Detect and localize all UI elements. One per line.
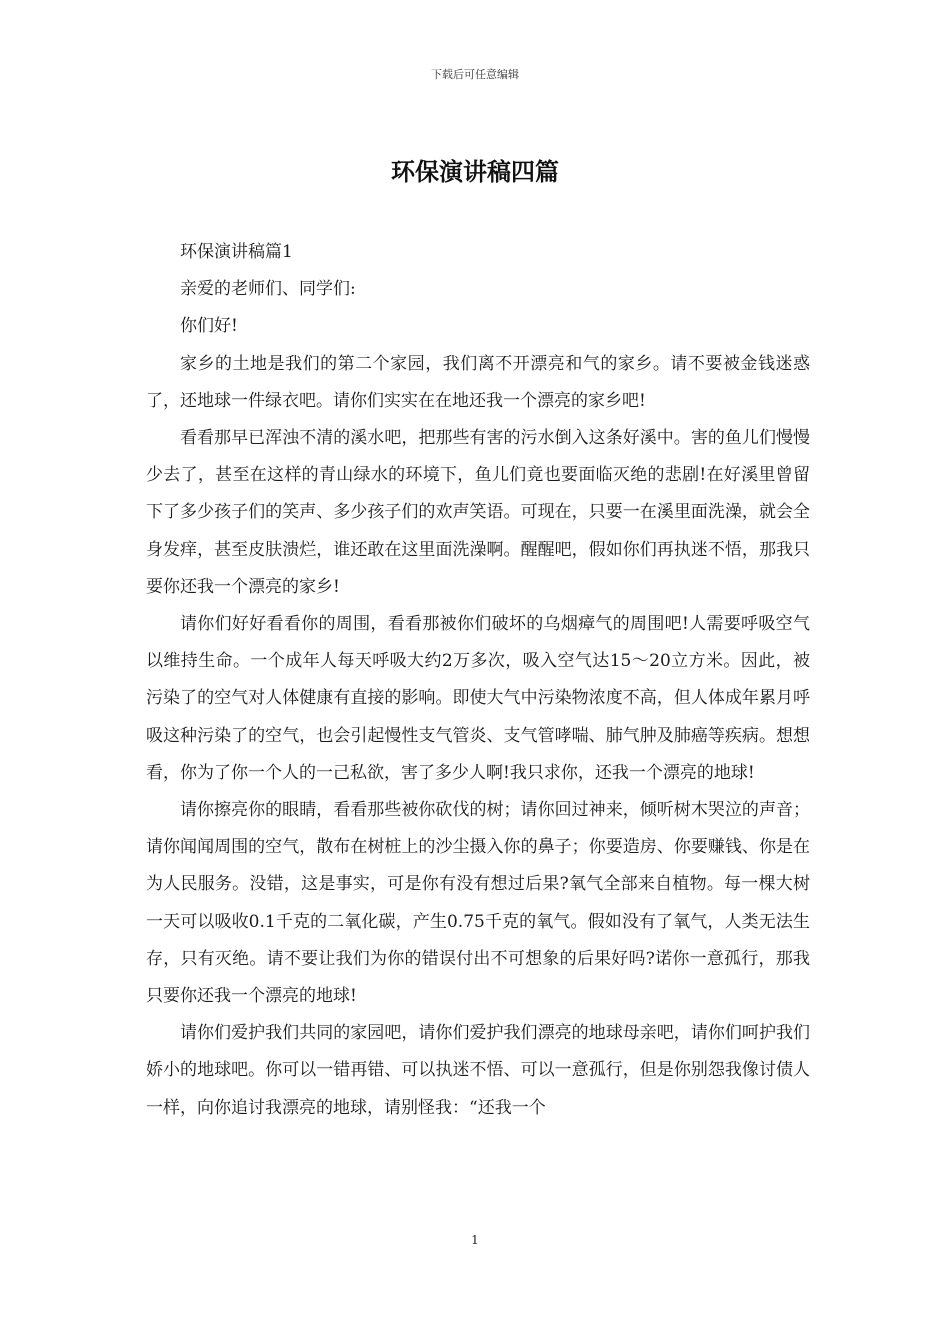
page-number: 1 <box>471 1233 479 1247</box>
paragraph: 请你们好好看看你的周围，看看那被你们破坏的乌烟瘴气的周围吧!人需要呼吸空气以维持生命。一个成年人每天呼吸大约2万多次，吸入空气达15～20立方米。因此，被污染了的空气对人体健康有直接的影响。即使大气中污染物浓度不高，但人体成年累月呼吸这种污染了的空气，也会引起慢性支气管炎、支气管哮喘、肺气肿及肺癌等疾病。想想看，你为了你一个人的一己私欲，害了多少人啊!我只求你，还我一个漂亮的地球! <box>146 614 810 783</box>
document-title: 环保演讲稿四篇 <box>391 157 559 186</box>
paragraph: 请你们爱护我们共同的家园吧，请你们爱护我们漂亮的地球母亲吧，请你们呵护我们娇小的地球吧。你可以一错再错、可以执迷不悟、可以一意孤行，但是你别怨我像讨债人一样，向你追讨我漂亮的地球，请别怪我：“还我一个 <box>146 1023 810 1118</box>
section-heading: 环保演讲稿篇1 <box>180 242 293 262</box>
salutation: 亲爱的老师们、同学们: <box>180 279 356 300</box>
paragraph: 看看那早已浑浊不清的溪水吧，把那些有害的污水倒入这条好溪中。害的鱼儿们慢慢少去了，甚至在这样的青山绿水的环境下，鱼儿们竟也要面临灭绝的悲剧!在好溪里曾留下了多少孩子们的笑声、多少孩子们的欢声笑语。可现在，只要一在溪里面洗澡，就会全身发痒，甚至皮肤溃烂，谁还敢在这里面洗澡啊。醒醒吧，假如你们再执迷不悟，那我只要你还我一个漂亮的家乡! <box>146 428 810 597</box>
document-body <box>146 234 810 1127</box>
header-note: 下载后可任意编辑 <box>431 68 519 81</box>
paragraph: 家乡的土地是我们的第二个家园，我们离不开漂亮和气的家乡。请不要被金钱迷惑了，还地球一件绿衣吧。请你们实实在在地还我一个漂亮的家乡吧! <box>146 353 810 411</box>
paragraph: 请你擦亮你的眼睛，看看那些被你砍伐的树；请你回过神来，倾听树木哭泣的声音；请你闻闻周围的空气，散布在树桩上的沙尘摄入你的鼻子；你要造房、你要赚钱、你是在为人民服务。没错，这是事实，可是你有没有想过后果?氧气全部来自植物。每一棵大树一天可以吸收0.1千克的二氧化碳，产生0.75千克的氧气。假如没有了氧气，人类无法生存，只有灭绝。请不要让我们为你的错误付出不可想象的后果好吗?诺你一意孤行，那我只要你还我一个漂亮的地球! <box>146 800 810 1007</box>
greeting: 你们好! <box>180 316 238 337</box>
